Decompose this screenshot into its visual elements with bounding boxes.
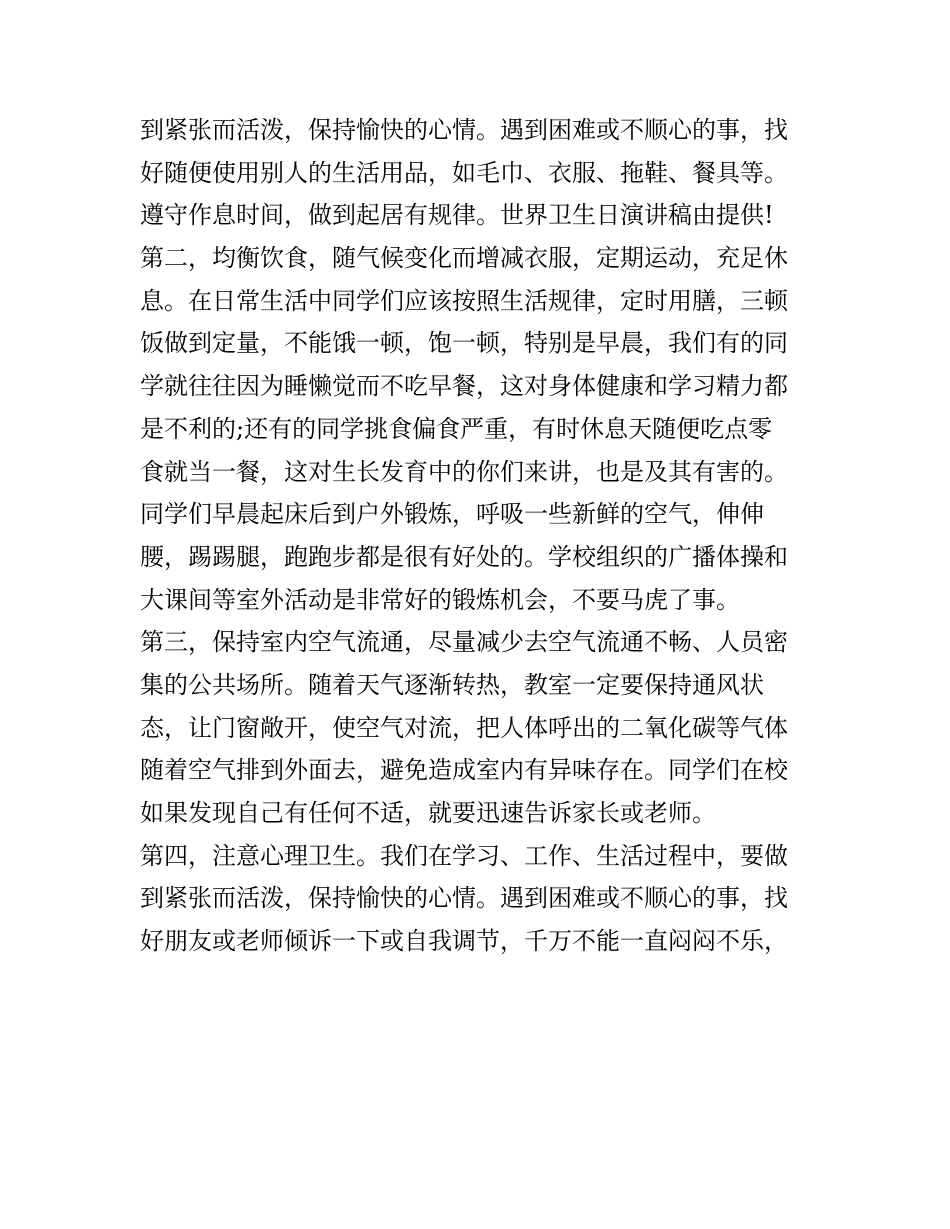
text-line: 同学们早晨起床后到户外锻炼，呼吸一些新鲜的空气，伸伸 [140, 500, 764, 529]
text-line: 第四，注意心理卫生。我们在学习、工作、生活过程中，要做 [140, 841, 788, 870]
text-line: 集的公共场所。随着天气逐渐转热，教室一定要保持通风状 [140, 670, 764, 699]
text-line: 第二，均衡饮食，随气候变化而增减衣服，定期运动，充足休 [140, 244, 788, 273]
text-line: 随着空气排到外面去，避免造成室内有异味存在。同学们在校 [140, 756, 788, 785]
text-line: 学就往往因为睡懒觉而不吃早餐，这对身体健康和学习精力都 [140, 372, 788, 401]
text-line: 腰，踢踢腿，跑跑步都是很有好处的。学校组织的广播体操和 [140, 542, 788, 571]
text-line: 态，让门窗敞开，使空气对流，把人体呼出的二氧化碳等气体 [140, 713, 788, 742]
text-line: 食就当一餐，这对生长发育中的你们来讲，也是及其有害的。 [140, 457, 788, 486]
text-line: 好随便使用别人的生活用品，如毛巾、衣服、拖鞋、餐具等。 [140, 158, 788, 187]
text-line: 如果发现自己有任何不适，就要迅速告诉家长或老师。 [140, 799, 716, 827]
text-line: 是不利的;还有的同学挑食偏食严重，有时休息天随便吃点零 [140, 414, 773, 443]
text-line: 饭做到定量，不能饿一顿，饱一顿，特别是早晨，我们有的同 [140, 329, 788, 358]
text-line: 到紧张而活泼，保持愉快的心情。遇到困难或不顺心的事，找 [140, 116, 788, 144]
text-line: 大课间等室外活动是非常好的锻炼机会，不要马虎了事。 [140, 585, 740, 614]
text-line: 息。在日常生活中同学们应该按照生活规律，定时用膳，三顿 [140, 286, 788, 315]
text-line: 到紧张而活泼，保持愉快的心情。遇到困难或不顺心的事，找 [140, 884, 788, 913]
text-line: 第三，保持室内空气流通，尽量减少去空气流通不畅、人员密 [140, 628, 788, 657]
text-line: 好朋友或老师倾诉一下或自我调节，千万不能一直闷闷不乐， [140, 927, 788, 956]
document-body [140, 109, 820, 963]
text-line: 遵守作息时间，做到起居有规律。世界卫生日演讲稿由提供! [140, 201, 774, 230]
